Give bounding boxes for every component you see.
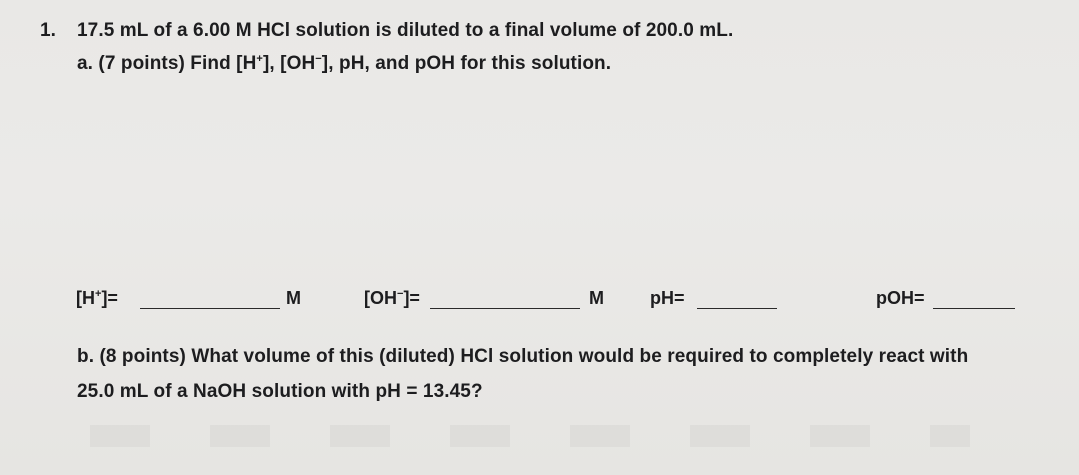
part-a-mid: ], [OH bbox=[262, 53, 316, 74]
h-concentration-blank[interactable] bbox=[140, 308, 280, 309]
bleed-through-text bbox=[90, 425, 970, 447]
oh-superscript: − bbox=[315, 53, 322, 65]
h-concentration-label: [H+]= bbox=[76, 288, 118, 308]
h-unit: M bbox=[286, 288, 301, 308]
poh-label: pOH= bbox=[876, 288, 925, 308]
part-b-prompt-line2: 25.0 mL of a NaOH solution with pH = 13.45? bbox=[77, 381, 483, 402]
answer-row bbox=[0, 288, 1079, 316]
ph-label: pH= bbox=[650, 288, 685, 308]
oh-concentration-label: [OH−]= bbox=[364, 288, 420, 308]
part-a-prompt bbox=[77, 53, 611, 75]
h-superscript: + bbox=[256, 53, 263, 65]
ph-blank[interactable] bbox=[697, 308, 777, 309]
oh-concentration-blank[interactable] bbox=[430, 308, 580, 309]
oh-unit: M bbox=[589, 288, 604, 308]
question-text: 17.5 mL of a 6.00 M HCl solution is diluted to a final volume of 200.0 mL. bbox=[77, 20, 734, 41]
poh-blank[interactable] bbox=[933, 308, 1015, 309]
part-a-prefix: a. (7 points) Find [H bbox=[77, 53, 257, 74]
part-b-prompt-line1: b. (8 points) What volume of this (diluted) HCl solution would be required to completely react with bbox=[77, 346, 969, 367]
question-number: 1. bbox=[40, 20, 57, 41]
part-a-suffix: ], pH, and pOH for this solution. bbox=[321, 53, 612, 74]
